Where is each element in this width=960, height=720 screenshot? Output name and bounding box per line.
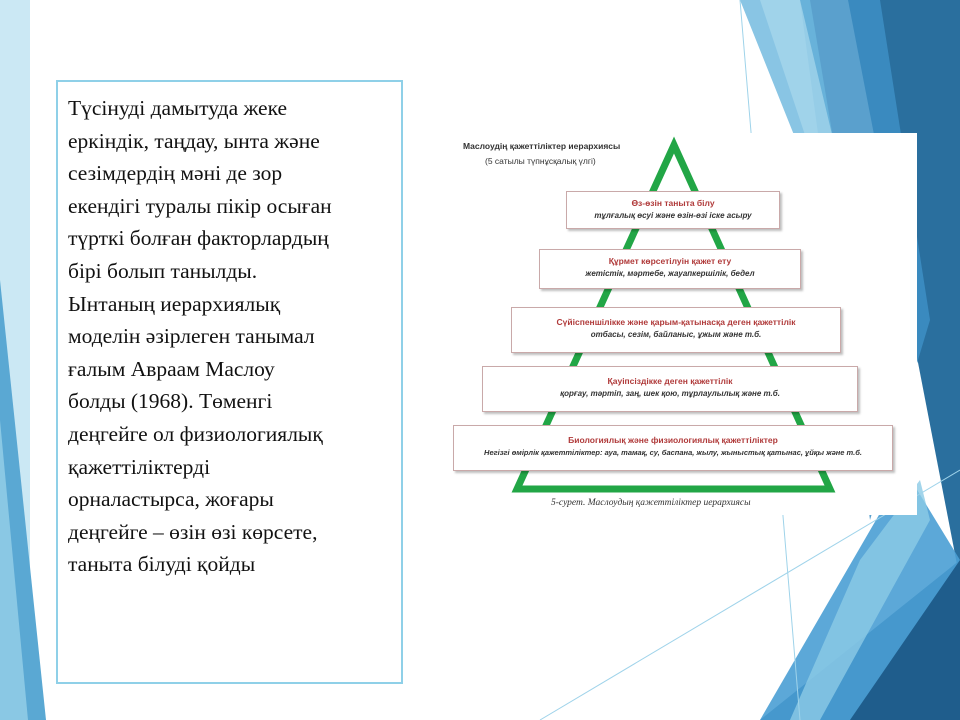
figure-caption: 5-сурет. Маслоудың қажеттіліктер иерархиясы: [551, 498, 751, 508]
figure-title: Маслоудің қажеттіліктер иерархиясы: [463, 141, 621, 151]
pyramid-level-1: [566, 191, 780, 229]
body-text-box: [56, 80, 403, 684]
pyramid-level-2: [539, 249, 801, 289]
body-text: Түсінуді дамытуда жеке еркіндік, таңдау, ынта және сезімдердің мәні де зор екендігі туралы пікір осыған түрткі болған факторлардың бірі болып танылды. Ынтаның иерархиялық моделін әзірлеген танымал ғалым Авраам Маслоу болды (1968). Төменгі деңгейге ол физиологиялық қажеттіліктерді орналастырса, жоғары деңгейге – өзін өзі көрсете, таныта білуді қойды: [68, 96, 332, 577]
figure-subtitle: (5 сатылы түпнұсқалық үлгі): [485, 156, 596, 166]
level-title: Биологиялық және физиологиялық қажеттіліктер: [568, 435, 778, 445]
pyramid-level-5: [453, 425, 893, 471]
level-description: жетістік, мәртебе, жауапкершілік, бедел: [585, 269, 755, 278]
level-title: Сүйіспеншілікке және қарым-қатынасқа деген қажеттілік: [556, 317, 796, 327]
maslow-figure: [447, 133, 917, 515]
level-description: Негізгі өмірлік қажеттіліктер: ауа, тамақ, су, баспана, жылу, жыныстық қатынас, ұйқы және т.б.: [484, 448, 862, 457]
level-title: Қауіпсіздікке деген қажеттілік: [607, 376, 733, 386]
level-title: Құрмет көрсетілуін қажет ету: [608, 256, 732, 266]
pyramid-level-4: [482, 366, 858, 412]
level-description: қорғау, тәртіп, заң, шек қою, тұрлаулылық және т.б.: [560, 389, 780, 398]
level-description: отбасы, сезім, байланыс, ұжым және т.б.: [590, 330, 762, 339]
level-description: тұлғалық өсуі және өзін-өзі іске асыру: [594, 211, 752, 220]
level-title: Өз-өзін таныта білу: [631, 198, 715, 208]
pyramid-level-3: [511, 307, 841, 353]
